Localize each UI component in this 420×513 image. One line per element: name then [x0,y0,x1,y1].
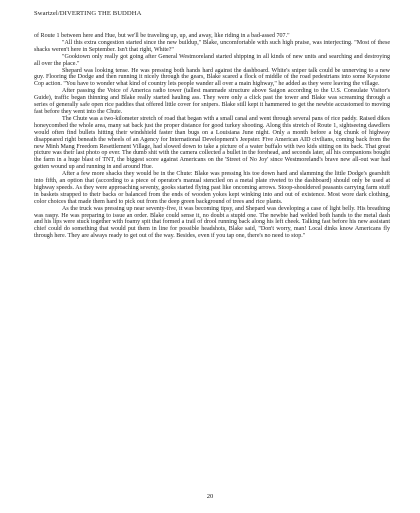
paragraph: After a few more shacks they would be in the Chute: Blake was pressing his toe down hard and slamming the little Dodge's gearshift into fifth, an option that (according to a piece of operator's manual stenciled on a metal plate riveted to the dashboard) should only be used at highway speeds. As they were approaching seventy, gooks started flying past like oncoming arrows. Stoop-shouldered peasants carrying farm stuff in baskets strapped to their backs or balanced from the ends of wooden yokes kept winking into and out of existence. Most wore dark clothing, color choices that made them hard to pick out from the deep green background of trees and rice plants. [34,171,390,205]
paragraph: "All this extra congestion started since the new buildup," Blake, uncomfortable with such high praise, was interjecting. "Most of these shacks weren't here in September. Isn't that right, White?" [34,39,390,53]
paragraph: The Chute was a two-kilometer stretch of road that began with a small canal and went through several pans of rice paddy. Raised dikes honeycombed the whole area, many sat back just the proper distance for good turkey shooting. Along this stretch of Route 1, sightseeing dawdlers would often find bullets hitting their windshield faster than bugs on a Louisiana June night. Only a month before a big chunk of highway disappeared right beneath the wheels of an Agency for International Development's Jeepster. Five American AID civilians, coming back from the new Minh Mang Freedom Resettlement Village, had slowed down to take a picture of a water buffalo with two kids sitting on its back. That great picture was their last photo op ever. The dumb shit with the camera collected a bullet in the forehead, and seconds later, all his companions bought the farm in a huge blast of TNT, the biggest score against Americans on the 'Street of No Joy' since Westmoreland's brave new all-out war had gotten wound up and running in and around Hue. [34,115,390,171]
paragraph-continuation: of Route 1 between here and Hue, but we'll be traveling up, up, and away, like riding in a bad-assed 707." [34,33,290,39]
paragraph: As the truck was pressing up near seventy-five, it was becoming tipsy, and Shepard was developing a case of light belly. His breathing was raspy. He was preparing to issue an order. Blake could sense it, no doubt a stupid one. The newbie had welded both hands to the metal dash and his lips were stuck together with foamy spit that formed a trail of drool running back along his left cheek. Talking fast before his new assistant chief could do something that would put them in line for possible headshots, Blake said, "Don't worry, man! Local dinks know Americans fly through here. They are always ready to get out of the way. Besides, even if you tap one, there's no need to stop." [34,205,390,240]
body-text [34,33,390,240]
page-number: 20 [206,493,214,500]
paragraph: After passing the Voice of America radio tower (tallest manmade structure above Saigon according to the U.S. Consulate Visitor's Guide), traffic began thinning and Blake really started hauling ass. They were only a click past the tower and Blake was screaming through a series of generally safe open rice paddies that offered little cover for snipers. Blake still kept it hammered to get the newbie accustomed to moving fast before they went into the Chute. [34,88,390,115]
paragraph: "Gooktown only really got going after General Westmoreland started shipping in all kinds of new units and searching and destroying all over the place." [34,53,390,67]
running-header: Swartzel/DIVERTING THE BUDDHA [34,10,142,17]
paragraph: Shepard was looking tense. He was pressing both hands hard against the dashboard. White's sniper talk could be unnerving to a new guy. Flooring the Dodge and then running it nicely through the gears, Blake scared a flock of middle of the road pedestrians into some Keystone Cop action. "You have to wonder what kind of country lets people wander all over a main highway," he added as they were leaving the village. [34,67,390,88]
